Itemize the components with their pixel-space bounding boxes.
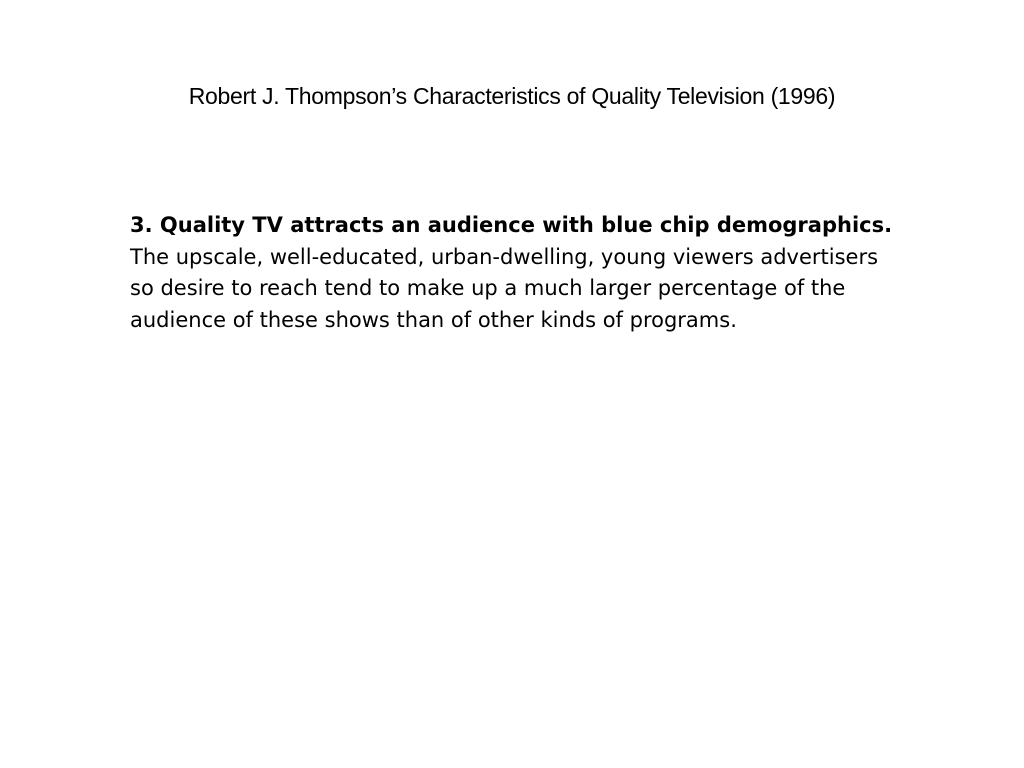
point-heading: 3. Quality TV attracts an audience with blue chip demographics.: [130, 213, 893, 237]
point-paragraph: [130, 210, 905, 336]
slide-title: Robert J. Thompson’s Characteristics of Quality Television (1996): [188, 83, 836, 109]
point-body: The upscale, well-educated, urban-dwelling, young viewers advertisers so desire to reach tend to make up a much larger percentage of the audience of these shows than of other kinds of programs.: [130, 244, 879, 332]
